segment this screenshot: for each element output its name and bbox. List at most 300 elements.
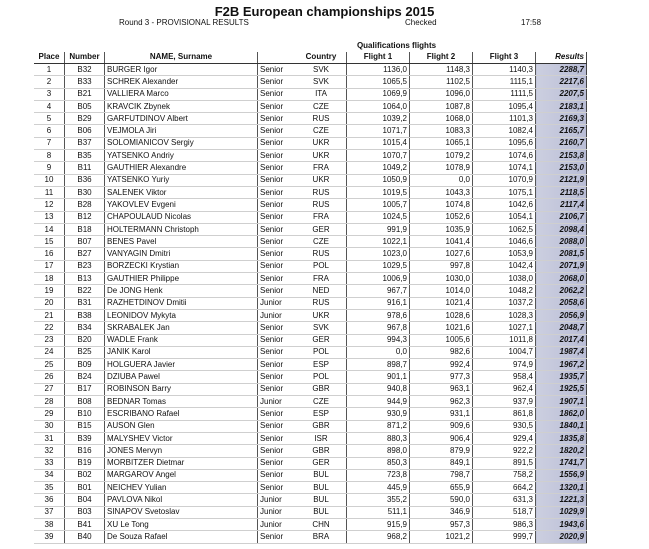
result-cell: 1987,4 [536,346,587,358]
flight2-cell: 1028,6 [410,309,473,321]
flight1-cell: 901,1 [347,371,410,383]
place-cell: 30 [34,420,65,432]
flight2-cell: 1021,6 [410,322,473,334]
number-cell: B16 [65,445,105,457]
flight1-cell: 1006,9 [347,273,410,285]
name-cell: VANYAGIN Dmitri [105,248,258,260]
result-cell: 1862,0 [536,408,587,420]
place-cell: 16 [34,248,65,260]
category-cell: Senior [258,285,297,297]
name-cell: YATSENKO Andriy [105,150,258,162]
country-cell: GBR [296,420,347,432]
flight3-cell: 631,3 [473,494,536,506]
table-row [34,383,587,395]
flight1-cell: 850,3 [347,457,410,469]
name-cell: XU Le Tong [105,518,258,530]
country-cell: CZE [296,396,347,408]
result-cell: 1029,9 [536,506,587,518]
number-cell: B29 [65,113,105,125]
result-cell: 2118,5 [536,186,587,198]
flight3-cell: 518,7 [473,506,536,518]
place-cell: 3 [34,88,65,100]
flight1-cell: 355,2 [347,494,410,506]
flight2-cell: 1043,3 [410,186,473,198]
flight1-cell: 1050,9 [347,174,410,186]
flight1-cell: 916,1 [347,297,410,309]
place-cell: 7 [34,137,65,149]
flight3-cell: 1046,6 [473,236,536,248]
country-cell: CZE [296,125,347,137]
number-cell: B18 [65,223,105,235]
category-cell: Senior [258,64,297,76]
flight1-cell: 967,8 [347,322,410,334]
name-cell: DZIUBA Pawel [105,371,258,383]
flight3-cell: 1027,1 [473,322,536,334]
country-cell: CZE [296,236,347,248]
table-row [34,457,587,469]
category-cell: Senior [258,273,297,285]
number-cell: B35 [65,150,105,162]
table-row [34,482,587,494]
name-cell: VALLIERA Marco [105,88,258,100]
category-cell: Senior [258,100,297,112]
number-cell: B02 [65,469,105,481]
flight1-cell: 723,8 [347,469,410,481]
result-cell: 1935,7 [536,371,587,383]
flight3-cell: 1062,5 [473,223,536,235]
name-cell: SOLOMIANICOV Sergiy [105,137,258,149]
flight3-cell: 999,7 [473,531,536,543]
table-row [34,223,587,235]
result-cell: 2056,9 [536,309,587,321]
number-cell: B08 [65,396,105,408]
flight1-cell: 880,3 [347,432,410,444]
result-cell: 2169,3 [536,113,587,125]
result-cell: 2020,9 [536,531,587,543]
flight3-cell: 1095,6 [473,137,536,149]
flight3-cell: 962,4 [473,383,536,395]
country-cell: ITA [296,88,347,100]
country-cell: SVK [296,322,347,334]
category-cell: Junior [258,494,297,506]
flight3-cell: 891,5 [473,457,536,469]
flight1-cell: 1136,0 [347,64,410,76]
country-cell: POL [296,371,347,383]
number-cell: B34 [65,322,105,334]
flight3-cell: 1004,7 [473,346,536,358]
place-cell: 14 [34,223,65,235]
number-cell: B22 [65,285,105,297]
category-cell: Senior [258,408,297,420]
country-cell: BRA [296,531,347,543]
name-cell: SCHREK Alexander [105,76,258,88]
round-label: Round 3 - PROVISIONAL RESULTS [119,18,249,27]
number-cell: B17 [65,383,105,395]
flight3-cell: 922,2 [473,445,536,457]
flight2-cell: 1068,0 [410,113,473,125]
qualifications-header: Qualifications flights [356,40,437,50]
place-cell: 39 [34,531,65,543]
country-cell: RUS [296,186,347,198]
table-row [34,273,587,285]
country-cell: ESP [296,359,347,371]
category-cell: Senior [258,113,297,125]
flight3-cell: 974,9 [473,359,536,371]
result-cell: 2207,5 [536,88,587,100]
flight1-cell: 1039,2 [347,113,410,125]
number-cell: B30 [65,186,105,198]
table-row [34,88,587,100]
place-cell: 22 [34,322,65,334]
country-cell: GBR [296,383,347,395]
flight3-cell: 1054,1 [473,211,536,223]
flight3-cell: 1111,5 [473,88,536,100]
category-cell: Senior [258,236,297,248]
checked-label: Checked [405,18,437,27]
flight3-cell: 1053,9 [473,248,536,260]
country-cell: ESP [296,408,347,420]
result-cell: 1943,6 [536,518,587,530]
country-cell: BUL [296,494,347,506]
name-cell: MALYSHEV Victor [105,432,258,444]
name-cell: KRAVCIK Zbynek [105,100,258,112]
flight1-cell: 915,9 [347,518,410,530]
country-cell: FRA [296,162,347,174]
flight2-cell: 1148,3 [410,64,473,76]
number-cell: B31 [65,297,105,309]
category-cell: Senior [258,383,297,395]
flight3-cell: 1070,9 [473,174,536,186]
country-cell: RUS [296,199,347,211]
category-cell: Senior [258,432,297,444]
time-label: 17:58 [521,18,542,27]
number-cell: B04 [65,494,105,506]
number-cell: B06 [65,125,105,137]
name-cell: GAUTHIER Philippe [105,273,258,285]
category-cell: Senior [258,137,297,149]
country-cell: CZE [296,100,347,112]
flight3-cell: 986,3 [473,518,536,530]
name-cell: MORBITZER Dietmar [105,457,258,469]
number-cell: B07 [65,236,105,248]
result-cell: 1840,1 [536,420,587,432]
flight3-cell: 1038,0 [473,273,536,285]
col-flight3: Flight 3 [473,52,536,64]
flight3-cell: 1042,6 [473,199,536,211]
name-cell: BURGER Igor [105,64,258,76]
flight3-cell: 1075,1 [473,186,536,198]
result-cell: 1741,7 [536,457,587,469]
flight2-cell: 977,3 [410,371,473,383]
country-cell: BUL [296,482,347,494]
country-cell: CHN [296,518,347,530]
table-row [34,76,587,88]
name-cell: ROBINSON Barry [105,383,258,395]
result-cell: 2058,6 [536,297,587,309]
flight3-cell: 1011,8 [473,334,536,346]
country-cell: SVK [296,64,347,76]
category-cell: Senior [258,445,297,457]
name-cell: NEICHEV Yulian [105,482,258,494]
place-cell: 35 [34,482,65,494]
category-cell: Senior [258,531,297,543]
table-row [34,162,587,174]
flight1-cell: 1070,7 [347,150,410,162]
number-cell: B23 [65,260,105,272]
flight3-cell: 1140,3 [473,64,536,76]
result-cell: 2017,4 [536,334,587,346]
table-row [34,260,587,272]
result-cell: 2288,7 [536,64,587,76]
result-cell: 2153,0 [536,162,587,174]
table-row [34,297,587,309]
country-cell: NED [296,285,347,297]
result-cell: 2165,7 [536,125,587,137]
result-cell: 2160,7 [536,137,587,149]
flight1-cell: 1015,4 [347,137,410,149]
flight3-cell: 1082,4 [473,125,536,137]
name-cell: LEONIDOV Mykyta [105,309,258,321]
flight2-cell: 655,9 [410,482,473,494]
table-row [34,494,587,506]
flight1-cell: 1069,9 [347,88,410,100]
place-cell: 17 [34,260,65,272]
name-cell: HOLTERMANN Christoph [105,223,258,235]
number-cell: B09 [65,359,105,371]
name-cell: CHAPOULAUD Nicolas [105,211,258,223]
number-cell: B39 [65,432,105,444]
result-cell: 2106,7 [536,211,587,223]
number-cell: B05 [65,100,105,112]
number-cell: B15 [65,420,105,432]
result-cell: 2062,2 [536,285,587,297]
place-cell: 18 [34,273,65,285]
flight2-cell: 1052,6 [410,211,473,223]
category-cell: Senior [258,186,297,198]
table-row [34,346,587,358]
flight2-cell: 1096,0 [410,88,473,100]
country-cell: UKR [296,309,347,321]
flight2-cell: 1083,3 [410,125,473,137]
flight3-cell: 937,9 [473,396,536,408]
table-row [34,236,587,248]
category-cell: Senior [258,150,297,162]
flight2-cell: 1041,4 [410,236,473,248]
country-cell: FRA [296,273,347,285]
flight3-cell: 1074,6 [473,150,536,162]
category-cell: Senior [258,248,297,260]
result-cell: 2081,5 [536,248,587,260]
table-row [34,371,587,383]
flight2-cell: 1074,8 [410,199,473,211]
flight3-cell: 758,2 [473,469,536,481]
place-cell: 29 [34,408,65,420]
place-cell: 33 [34,457,65,469]
flight1-cell: 944,9 [347,396,410,408]
place-cell: 19 [34,285,65,297]
flight2-cell: 906,4 [410,432,473,444]
place-cell: 25 [34,359,65,371]
name-cell: BORZECKI Krystian [105,260,258,272]
country-cell: GER [296,334,347,346]
category-cell: Junior [258,396,297,408]
name-cell: De Souza Rafael [105,531,258,543]
country-cell: BUL [296,506,347,518]
category-cell: Senior [258,322,297,334]
flight3-cell: 1028,3 [473,309,536,321]
flight2-cell: 992,4 [410,359,473,371]
table-row [34,506,587,518]
flight3-cell: 929,4 [473,432,536,444]
flight2-cell: 1078,9 [410,162,473,174]
flight2-cell: 1035,9 [410,223,473,235]
table-row [34,150,587,162]
flight1-cell: 1064,0 [347,100,410,112]
place-cell: 10 [34,174,65,186]
place-cell: 11 [34,186,65,198]
place-cell: 2 [34,76,65,88]
table-row [34,408,587,420]
result-cell: 1835,8 [536,432,587,444]
result-cell: 2098,4 [536,223,587,235]
flight2-cell: 1102,5 [410,76,473,88]
name-cell: VEJMOLA Jiri [105,125,258,137]
flight1-cell: 968,2 [347,531,410,543]
place-cell: 26 [34,371,65,383]
flight1-cell: 511,1 [347,506,410,518]
place-cell: 36 [34,494,65,506]
number-cell: B19 [65,457,105,469]
flight2-cell: 798,7 [410,469,473,481]
name-cell: RAZHETDINOV Dmitii [105,297,258,309]
name-cell: YAKOVLEV Evgeni [105,199,258,211]
flight2-cell: 1030,0 [410,273,473,285]
category-cell: Senior [258,260,297,272]
country-cell: UKR [296,150,347,162]
col-category [258,52,297,64]
name-cell: GAUTHIER Alexandre [105,162,258,174]
flight3-cell: 1095,4 [473,100,536,112]
place-cell: 31 [34,432,65,444]
name-cell: MARGAROV Angel [105,469,258,481]
number-cell: B01 [65,482,105,494]
place-cell: 5 [34,113,65,125]
place-cell: 37 [34,506,65,518]
place-cell: 9 [34,162,65,174]
col-flight1: Flight 1 [347,52,410,64]
category-cell: Senior [258,482,297,494]
category-cell: Senior [258,223,297,235]
result-cell: 1967,2 [536,359,587,371]
name-cell: AUSON Glen [105,420,258,432]
col-name: NAME, Surname [105,52,258,64]
table-row [34,445,587,457]
flight2-cell: 0,0 [410,174,473,186]
flight3-cell: 1048,2 [473,285,536,297]
flight1-cell: 1049,2 [347,162,410,174]
result-cell: 2217,6 [536,76,587,88]
flight2-cell: 1027,6 [410,248,473,260]
number-cell: B36 [65,174,105,186]
flight2-cell: 1014,0 [410,285,473,297]
result-cell: 1925,5 [536,383,587,395]
result-cell: 2048,7 [536,322,587,334]
category-cell: Senior [258,76,297,88]
table-row [34,199,587,211]
name-cell: SALENEK Viktor [105,186,258,198]
category-cell: Junior [258,297,297,309]
flight1-cell: 1029,5 [347,260,410,272]
flight1-cell: 1023,0 [347,248,410,260]
country-cell: GER [296,457,347,469]
number-cell: B33 [65,76,105,88]
flight3-cell: 958,4 [473,371,536,383]
place-cell: 13 [34,211,65,223]
result-cell: 1221,3 [536,494,587,506]
table-row [34,518,587,530]
name-cell: WADLE Frank [105,334,258,346]
table-row [34,334,587,346]
table-row [34,432,587,444]
place-cell: 15 [34,236,65,248]
flight1-cell: 898,7 [347,359,410,371]
flight2-cell: 1087,8 [410,100,473,112]
flight2-cell: 1005,6 [410,334,473,346]
place-cell: 20 [34,297,65,309]
category-cell: Junior [258,506,297,518]
flight3-cell: 1115,1 [473,76,536,88]
flight2-cell: 1065,1 [410,137,473,149]
col-number: Number [65,52,105,64]
country-cell: GER [296,223,347,235]
category-cell: Senior [258,125,297,137]
country-cell: UKR [296,137,347,149]
category-cell: Senior [258,359,297,371]
flight1-cell: 967,7 [347,285,410,297]
flight1-cell: 0,0 [347,346,410,358]
result-cell: 2153,8 [536,150,587,162]
flight1-cell: 994,3 [347,334,410,346]
flight2-cell: 997,8 [410,260,473,272]
flight1-cell: 940,8 [347,383,410,395]
flight2-cell: 909,6 [410,420,473,432]
flight2-cell: 879,9 [410,445,473,457]
country-cell: UKR [296,174,347,186]
flight1-cell: 898,0 [347,445,410,457]
result-cell: 2183,1 [536,100,587,112]
place-cell: 23 [34,334,65,346]
country-cell: POL [296,260,347,272]
country-cell: BUL [296,469,347,481]
result-cell: 2088,0 [536,236,587,248]
name-cell: BEDNAR Tomas [105,396,258,408]
place-cell: 38 [34,518,65,530]
number-cell: B41 [65,518,105,530]
flight2-cell: 1021,4 [410,297,473,309]
flight1-cell: 1005,7 [347,199,410,211]
table-row [34,137,587,149]
country-cell: FRA [296,211,347,223]
table-row [34,285,587,297]
country-cell: RUS [296,297,347,309]
name-cell: JANIK Karol [105,346,258,358]
category-cell: Senior [258,457,297,469]
table-row [34,248,587,260]
table-row [34,211,587,223]
place-cell: 32 [34,445,65,457]
number-cell: B24 [65,371,105,383]
category-cell: Senior [258,371,297,383]
